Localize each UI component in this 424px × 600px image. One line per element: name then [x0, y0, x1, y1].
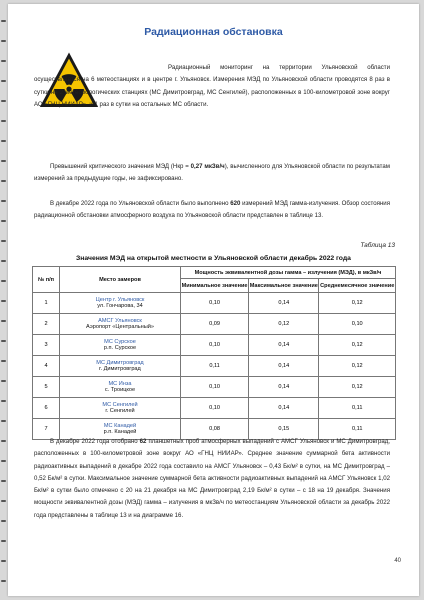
max-value: 0,12: [249, 314, 319, 335]
station-name: МС Сенгилей: [102, 402, 138, 408]
station-address: с. Троицкое: [104, 387, 136, 393]
table-row: [33, 314, 396, 335]
avg-value: 0,12: [319, 377, 396, 398]
header-min: Минимальное значение: [181, 279, 249, 293]
paragraph-measurements: В декабре 2022 года по Ульяновской области было выполнено 620 измерений МЭД гамма-излучения. Обзор состояния радиационной обстановки атмосферного воздуха по Ульяновской области представлен в таблице 13.: [34, 200, 390, 220]
avg-value: 0,11: [319, 398, 396, 419]
med-values-table: [32, 266, 396, 440]
header-max: Максимальное значение: [249, 279, 319, 293]
row-number: 7: [33, 419, 60, 440]
location-cell: [60, 356, 181, 377]
table-row: [33, 377, 396, 398]
max-value: 0,14: [249, 335, 319, 356]
station-name: МС Димитровград: [96, 360, 144, 366]
avg-value: 0,11: [319, 419, 396, 440]
station-address: р.п. Сурское: [103, 345, 137, 351]
min-value: 0,10: [181, 293, 249, 314]
station-address: р.п. Канадей: [103, 429, 137, 435]
location-cell: [60, 398, 181, 419]
table-row: [33, 398, 396, 419]
station-name: МС Канадей: [103, 423, 137, 429]
row-number: 6: [33, 398, 60, 419]
paragraph-threshold: Превышений критического значения МЭД (Нкр = 0,27 мкЗв/ч), вычисленного для Ульяновской области по результатам измерений за предыдущие годы, не зафиксировано.: [34, 163, 390, 183]
document-page: [8, 4, 419, 596]
max-value: 0,14: [249, 356, 319, 377]
row-number: 4: [33, 356, 60, 377]
location-cell: [60, 314, 181, 335]
table-row: [33, 335, 396, 356]
row-number: 1: [33, 293, 60, 314]
table-caption: Таблица 13: [360, 242, 395, 249]
station-address: г. Димитровград: [99, 366, 141, 372]
min-value: 0,10: [181, 377, 249, 398]
row-number: 2: [33, 314, 60, 335]
station-name: АМСГ Ульяновск: [98, 318, 142, 324]
header-avg: Среднемесячное значение: [319, 279, 396, 293]
page-number: 40: [394, 558, 401, 564]
table-row: [33, 293, 396, 314]
station-name: МС Инза: [108, 381, 132, 387]
location-cell: [60, 377, 181, 398]
avg-value: 0,12: [319, 356, 396, 377]
table-row: [33, 356, 396, 377]
station-address: ул. Гончарова, 34: [97, 303, 143, 309]
min-value: 0,11: [181, 356, 249, 377]
max-value: 0,15: [249, 419, 319, 440]
header-num: № п/п: [33, 267, 60, 293]
max-value: 0,14: [249, 398, 319, 419]
max-value: 0,14: [249, 293, 319, 314]
station-address: Аэропорт «Центральный»: [86, 324, 154, 330]
station-name: МС Сурское: [104, 339, 136, 345]
header-place: Место замеров: [60, 267, 181, 293]
station-address: г. Сенгилей: [105, 408, 135, 414]
paragraph-fallout: В декабре 2022 года отобрано 62 планшетных проб атмосферных выпадений с АМСГ Ульяновск и МС Димитровград, расположенных в 100-километровой зоне вокруг АО «ГНЦ НИИАР». Среднее значение суммарной бета активности радиоактивных выпадений в декабре 2022 года составило на АМСГ Ульяновск – 0,43 Бк/м² в сутки, на МС Димитровград – 0,52 Бк/м² в сутки. Максимальное значение суммарной бета активности радиоактивных выпадений на АМСГ Ульяновск 1,02 Бк/м² в сутки было отмечено с 20 на 21 декабря на МС Димитровград 2,19 Бк/м² в сутки – с 18 на 19 декабря. Значения мощности эквивалентной дозы (МЭД) гамма – излучения в мкЗв/ч по метеостанциям Ульяновской области за декабрь 2022 года представлены в таблице 13 и на диаграмме 16.: [34, 438, 390, 519]
location-cell: [60, 335, 181, 356]
location-cell: [60, 293, 181, 314]
station-name: Центр г. Ульяновск: [95, 297, 145, 303]
avg-value: 0,12: [319, 293, 396, 314]
avg-value: 0,10: [319, 314, 396, 335]
avg-value: 0,12: [319, 335, 396, 356]
row-number: 3: [33, 335, 60, 356]
min-value: 0,10: [181, 398, 249, 419]
min-value: 0,08: [181, 419, 249, 440]
min-value: 0,10: [181, 335, 249, 356]
header-dose-group: Мощность эквивалентной дозы гамма – излучения (МЭД), в мкЗв/ч: [181, 267, 396, 279]
min-value: 0,09: [181, 314, 249, 335]
table-title: Значения МЭД на открытой местности в Ульяновской области декабрь 2022 года: [76, 255, 351, 262]
binder-edge: [0, 0, 8, 600]
intro-paragraph: Радиационный мониторинг на территории Ульяновской области осуществляется на 6 метеостанциях и в центре г. Ульяновск. Измерения МЭД по Ульяновской области проводятся 8 раз в сутки на 2 метеорологических станциях (МС Димитровград, МС Сенгилей), расположенных в 100-километровой зоне вокруг АО «ГНЦ НИИАР», и 1 раз в сутки на остальных МС области.: [34, 64, 390, 108]
page-title: Радиационная обстановка: [144, 26, 283, 38]
max-value: 0,14: [249, 377, 319, 398]
row-number: 5: [33, 377, 60, 398]
